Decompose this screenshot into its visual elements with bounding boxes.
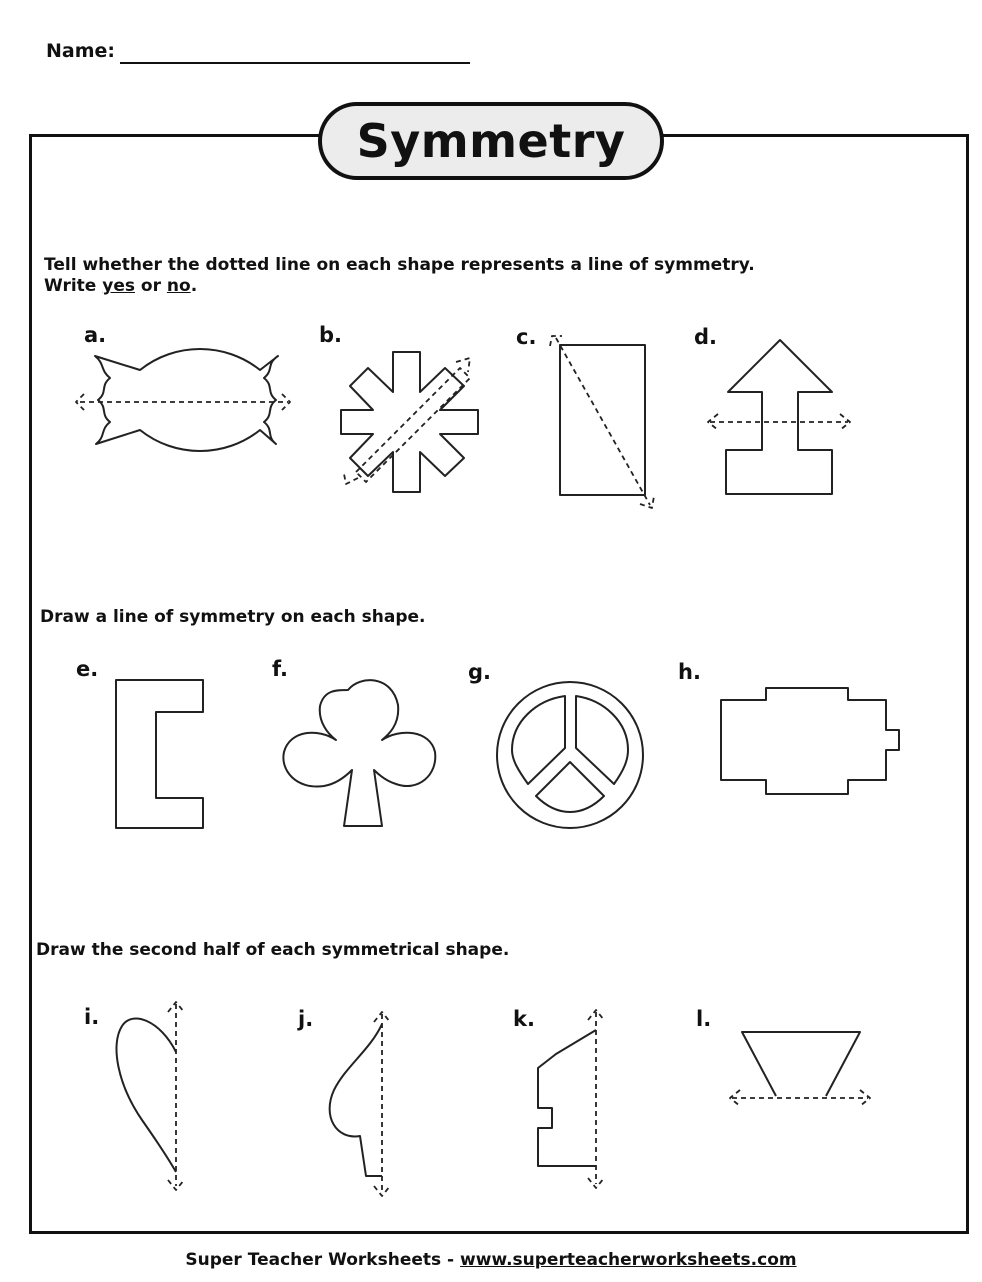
label-c: c. [516, 325, 537, 349]
shape-g-peace [497, 682, 643, 828]
label-l: l. [696, 1007, 712, 1031]
shape-k-half-blocky [538, 1010, 604, 1188]
label-k: k. [513, 1007, 535, 1031]
section1-instruction-line1: Tell whether the dotted line on each shape represents a line of symmetry. [44, 255, 755, 275]
name-label: Name: [46, 40, 116, 62]
shape-l-trapezoid [730, 1032, 870, 1106]
shape-c-rectangle [550, 336, 654, 508]
shape-j-half-spade [330, 1012, 390, 1196]
label-g: g. [468, 660, 492, 684]
shape-f-club [283, 680, 435, 826]
page-title: Symmetry [318, 102, 664, 180]
shape-a-candy [76, 349, 290, 451]
shape-h-blocks [721, 688, 899, 794]
section3-instruction: Draw the second half of each symmetrical shape. [36, 940, 510, 960]
label-h: h. [678, 660, 701, 684]
label-e: e. [76, 657, 99, 681]
label-b: b. [319, 323, 343, 347]
label-f: f. [272, 657, 288, 681]
shape-d-arrow [708, 340, 850, 494]
section2-instruction: Draw a line of symmetry on each shape. [40, 607, 426, 627]
footer-url[interactable]: www.superteacherworksheets.com [460, 1250, 797, 1270]
shape-e-bracket [116, 680, 203, 828]
label-j: j. [298, 1007, 314, 1031]
label-d: d. [694, 325, 718, 349]
section1-instruction-line2: Write yes or no. [44, 276, 198, 296]
footer-separator: - [441, 1250, 461, 1270]
label-a: a. [84, 323, 107, 347]
shape-b-star [341, 352, 478, 492]
footer-brand: Super Teacher Worksheets [185, 1250, 442, 1270]
label-i: i. [84, 1005, 100, 1029]
shape-i-half-heart [116, 1002, 184, 1190]
footer [0, 1250, 982, 1270]
